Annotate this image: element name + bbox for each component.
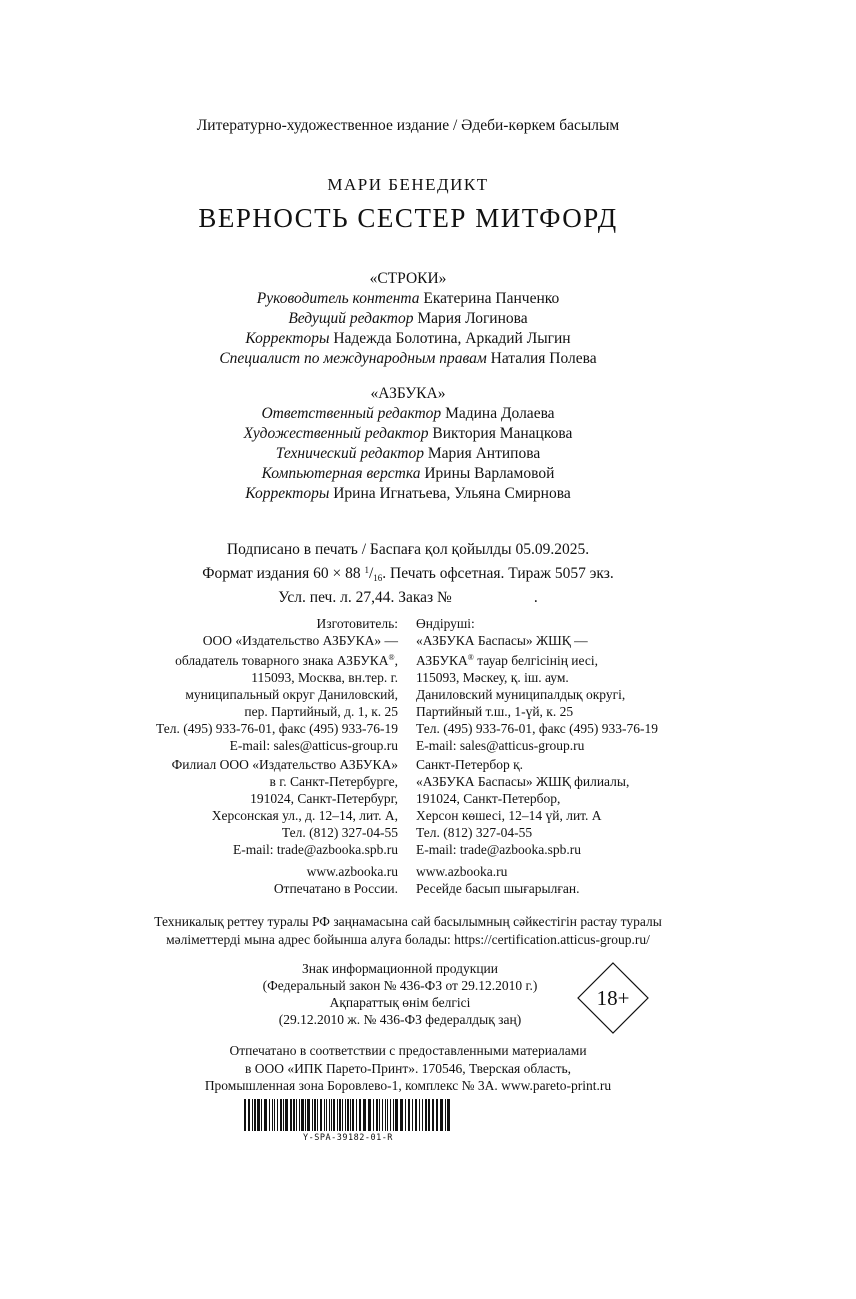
email-line: E-mail: sales@atticus-group.ru bbox=[229, 738, 398, 753]
trademark-tail: , bbox=[394, 653, 398, 668]
barcode-bar bbox=[257, 1099, 260, 1131]
address-line: Партийный т.ш., 1-үй, к. 25 bbox=[416, 704, 574, 719]
barcode-bar bbox=[252, 1099, 253, 1131]
certification-note bbox=[0, 913, 816, 949]
sheets-end: . bbox=[533, 589, 538, 606]
info-sign-line: (29.12.2010 ж. № 436-ФЗ федералдық заң) bbox=[278, 1012, 522, 1027]
barcode-bar bbox=[345, 1099, 346, 1131]
credit-role: Ответственный редактор bbox=[261, 405, 442, 422]
barcode-bars bbox=[243, 1099, 453, 1131]
printed-in: Ресейде басып шығарылған. bbox=[416, 881, 580, 896]
barcode-bar bbox=[312, 1099, 313, 1131]
phone-line: Тел. (495) 933-76-01, факс (495) 933-76-19 bbox=[416, 721, 659, 736]
credit-line bbox=[0, 424, 816, 444]
barcode-bar bbox=[285, 1099, 288, 1131]
credit-role: Руководитель контента bbox=[256, 290, 420, 307]
credit-role: Технический редактор bbox=[275, 445, 425, 462]
barcode bbox=[243, 1099, 453, 1131]
barcode-bar bbox=[440, 1099, 443, 1131]
printed-in: Отпечатано в России. bbox=[273, 881, 398, 896]
barcode-bar bbox=[432, 1099, 434, 1131]
barcode-bar bbox=[333, 1099, 335, 1131]
address-line bbox=[80, 649, 398, 669]
barcode-bar bbox=[342, 1099, 343, 1131]
barcode-bar bbox=[296, 1099, 297, 1131]
format-denominator: 16 bbox=[373, 573, 383, 583]
barcode-bar bbox=[419, 1099, 420, 1131]
barcode-bar bbox=[269, 1099, 270, 1131]
format-suffix: . Печать офсетная. Тираж 5057 экз. bbox=[382, 565, 614, 582]
barcode-bar bbox=[248, 1099, 250, 1131]
barcode-bar bbox=[274, 1099, 275, 1131]
branch-line: в г. Санкт-Петербурге, bbox=[269, 774, 398, 789]
branch-line: 191024, Санкт-Петербург, bbox=[250, 791, 398, 806]
format-fraction: $^1/_{16}$ bbox=[364, 565, 383, 583]
imprint-name: «АЗБУКА» bbox=[370, 385, 446, 402]
address-line: Даниловский муниципалдық округі, bbox=[416, 687, 626, 702]
credit-line bbox=[0, 464, 816, 484]
age-rating-badge bbox=[577, 962, 649, 1034]
info-sign-line: Знак информационной продукции bbox=[301, 961, 499, 976]
info-product-sign bbox=[200, 960, 600, 1028]
credit-role: Корректоры bbox=[245, 330, 330, 347]
web-ru bbox=[80, 863, 398, 897]
credit-role: Компьютерная верстка bbox=[261, 465, 421, 482]
barcode-bar bbox=[307, 1099, 310, 1131]
web-kz bbox=[416, 863, 736, 897]
credit-person: Ирина Игнатьева, Ульяна Смирнова bbox=[333, 485, 571, 502]
book-title: ВЕРНОСТЬ СЕСТЕР МИТФОРД bbox=[198, 203, 618, 233]
branch-line: Херсон көшесі, 12–14 үй, лит. А bbox=[416, 808, 602, 823]
website-link[interactable]: www.azbooka.ru bbox=[416, 864, 508, 879]
barcode-bar bbox=[301, 1099, 304, 1131]
barcode-bar bbox=[415, 1099, 417, 1131]
credit-line bbox=[0, 309, 816, 329]
branch-line: 191024, Санкт-Петербор, bbox=[416, 791, 561, 806]
barcode-bar bbox=[387, 1099, 388, 1131]
address-line: пер. Партийный, д. 1, к. 25 bbox=[244, 704, 398, 719]
phone-line: Тел. (812) 327-04-55 bbox=[416, 825, 533, 840]
trademark-tail: тауар белгісінің иесі, bbox=[473, 653, 598, 668]
barcode-bar bbox=[272, 1099, 273, 1131]
barcode-bar bbox=[347, 1099, 349, 1131]
barcode-bar bbox=[405, 1099, 406, 1131]
barcode-bar bbox=[412, 1099, 413, 1131]
credit-line bbox=[0, 289, 816, 309]
manufacturer-ru bbox=[80, 615, 398, 754]
barcode-bar bbox=[293, 1099, 295, 1131]
book-author: МАРИ БЕНЕДИКТ bbox=[327, 175, 489, 194]
certification-line: Техникалық реттеу туралы РФ заңнамасына сай басылымның сәйкестігін растау туралы bbox=[154, 914, 662, 929]
signed-line: Подписано в печать / Баспаға қол қойылды 05.09.2025. bbox=[226, 541, 590, 558]
credit-person: Наталия Полева bbox=[490, 350, 597, 367]
registered-mark: ® bbox=[388, 653, 395, 662]
barcode-bar bbox=[244, 1099, 246, 1131]
barcode-bar bbox=[356, 1099, 357, 1131]
credit-line bbox=[0, 484, 816, 504]
barcode-bar bbox=[428, 1099, 430, 1131]
branch-line: Херсонская ул., д. 12–14, лит. А, bbox=[211, 808, 398, 823]
printer-info bbox=[0, 1042, 816, 1095]
barcode-bar bbox=[326, 1099, 327, 1131]
credit-role: Ведущий редактор bbox=[288, 310, 414, 327]
barcode-bar bbox=[305, 1099, 306, 1131]
manufacturer-kz bbox=[416, 615, 736, 754]
barcode-bar bbox=[373, 1099, 374, 1131]
format-numerator: 1 bbox=[364, 565, 369, 575]
address-line bbox=[416, 649, 736, 669]
address-line: ООО «Издательство АЗБУКА» — bbox=[202, 633, 398, 648]
barcode-bar bbox=[379, 1099, 380, 1131]
barcode-bar bbox=[261, 1099, 262, 1131]
barcode-bar bbox=[283, 1099, 284, 1131]
barcode-bar bbox=[254, 1099, 256, 1131]
branch-ru bbox=[80, 756, 398, 858]
barcode-bar bbox=[314, 1099, 316, 1131]
branch-line: Санкт-Петербор қ. bbox=[416, 757, 524, 772]
credit-line bbox=[0, 329, 816, 349]
branch-line: «АЗБУКА Баспасы» ЖШҚ филиалы, bbox=[416, 774, 630, 789]
credit-person: Екатерина Панченко bbox=[423, 290, 560, 307]
branch-kz bbox=[416, 756, 736, 858]
credit-person: Мария Логинова bbox=[417, 310, 528, 327]
certification-line: мәліметтерді мына адрес бойынша алуға болады: https://certification.atticus-group.ru/ bbox=[166, 932, 650, 947]
credit-person: Виктория Манацкова bbox=[432, 425, 573, 442]
imprint-name: «СТРОКИ» bbox=[369, 270, 447, 287]
address-line: 115093, Мәскеу, қ. іш. аум. bbox=[416, 670, 569, 685]
barcode-bar bbox=[359, 1099, 361, 1131]
barcode-bar bbox=[320, 1099, 322, 1131]
credit-person: Мадина Долаева bbox=[445, 405, 555, 422]
manufacturer-heading: Өндіруші: bbox=[416, 616, 475, 631]
barcode-bar bbox=[393, 1099, 394, 1131]
barcode-bar bbox=[339, 1099, 341, 1131]
barcode-bar bbox=[447, 1099, 450, 1131]
email-line: E-mail: sales@atticus-group.ru bbox=[416, 738, 585, 753]
credits-azbuka bbox=[0, 384, 816, 504]
age-rating-diamond bbox=[577, 962, 649, 1034]
barcode-bar bbox=[395, 1099, 398, 1131]
credit-role: Корректоры bbox=[245, 485, 330, 502]
trademark-text: АЗБУКА bbox=[416, 653, 468, 668]
barcode-bar bbox=[350, 1099, 351, 1131]
barcode-bar bbox=[436, 1099, 438, 1131]
manufacturer-heading: Изготовитель: bbox=[316, 616, 398, 631]
barcode-bar bbox=[368, 1099, 371, 1131]
registered-mark: ® bbox=[467, 653, 474, 662]
barcode-bar bbox=[317, 1099, 318, 1131]
phone-line: Тел. (812) 327-04-55 bbox=[281, 825, 398, 840]
address-line: 115093, Москва, вн.тер. г. bbox=[251, 670, 398, 685]
barcode-bar bbox=[299, 1099, 300, 1131]
barcode-bar bbox=[280, 1099, 282, 1131]
info-sign-line: (Федеральный закон № 436-ФЗ от 29.12.2010 г.) bbox=[262, 978, 538, 993]
barcode-bar bbox=[425, 1099, 427, 1131]
print-details bbox=[0, 540, 816, 608]
format-prefix: Формат издания 60 × 88 bbox=[202, 565, 365, 582]
sheets-text: Усл. печ. л. 27,44. Заказ № bbox=[278, 589, 452, 606]
address-line: «АЗБУКА Баспасы» ЖШҚ — bbox=[416, 633, 588, 648]
credit-person: Надежда Болотина, Аркадий Лыгин bbox=[333, 330, 571, 347]
info-sign-line: Ақпараттық өнім белгісі bbox=[329, 995, 471, 1010]
barcode-label: Y-SPA-39182-01-R bbox=[303, 1133, 393, 1143]
credit-role: Художественный редактор bbox=[243, 425, 429, 442]
credit-role: Специалист по международным правам bbox=[219, 350, 487, 367]
format-line bbox=[0, 560, 816, 588]
phone-line: Тел. (495) 933-76-01, факс (495) 933-76-19 bbox=[155, 721, 398, 736]
credits-stroki bbox=[0, 269, 816, 369]
credit-line bbox=[0, 404, 816, 424]
sheets-line bbox=[0, 588, 816, 608]
barcode-bar bbox=[264, 1099, 267, 1131]
website-link[interactable]: www.azbooka.ru bbox=[306, 864, 398, 879]
barcode-bar bbox=[329, 1099, 330, 1131]
email-line: E-mail: trade@azbooka.spb.ru bbox=[233, 842, 398, 857]
trademark-text: обладатель товарного знака АЗБУКА bbox=[175, 653, 389, 668]
barcode-bar bbox=[445, 1099, 446, 1131]
barcode-bar bbox=[331, 1099, 332, 1131]
branch-line: Филиал ООО «Издательство АЗБУКА» bbox=[171, 757, 398, 772]
barcode-bar bbox=[400, 1099, 403, 1131]
barcode-bar bbox=[390, 1099, 391, 1131]
barcode-bar bbox=[363, 1099, 366, 1131]
printer-line: Промышленная зона Боровлево-1, комплекс № 3А. www.pareto-print.ru bbox=[204, 1078, 612, 1093]
credit-person: Ирины Варламовой bbox=[424, 465, 555, 482]
barcode-bar bbox=[408, 1099, 410, 1131]
barcode-bar bbox=[277, 1099, 278, 1131]
credit-person: Мария Антипова bbox=[427, 445, 541, 462]
printer-line: в ООО «ИПК Парето-Принт». 170546, Тверская область, bbox=[244, 1060, 572, 1076]
printer-line: Отпечатано в соответствии с предоставленными материалами bbox=[229, 1043, 587, 1058]
barcode-bar bbox=[290, 1099, 292, 1131]
barcode-bar bbox=[422, 1099, 423, 1131]
barcode-bar bbox=[382, 1099, 383, 1131]
barcode-bar bbox=[352, 1099, 354, 1131]
barcode-bar bbox=[376, 1099, 378, 1131]
barcode-bar bbox=[385, 1099, 386, 1131]
email-line: E-mail: trade@azbooka.spb.ru bbox=[416, 842, 581, 857]
barcode-bar bbox=[324, 1099, 325, 1131]
age-rating-text: 18+ bbox=[596, 986, 630, 1010]
address-line: муниципальный округ Даниловский, bbox=[185, 687, 398, 702]
credit-line bbox=[0, 444, 816, 464]
genre-line: Литературно-художественное издание / Әдеби-көркем басылым bbox=[196, 117, 620, 134]
barcode-bar bbox=[337, 1099, 338, 1131]
credit-line bbox=[0, 349, 816, 369]
